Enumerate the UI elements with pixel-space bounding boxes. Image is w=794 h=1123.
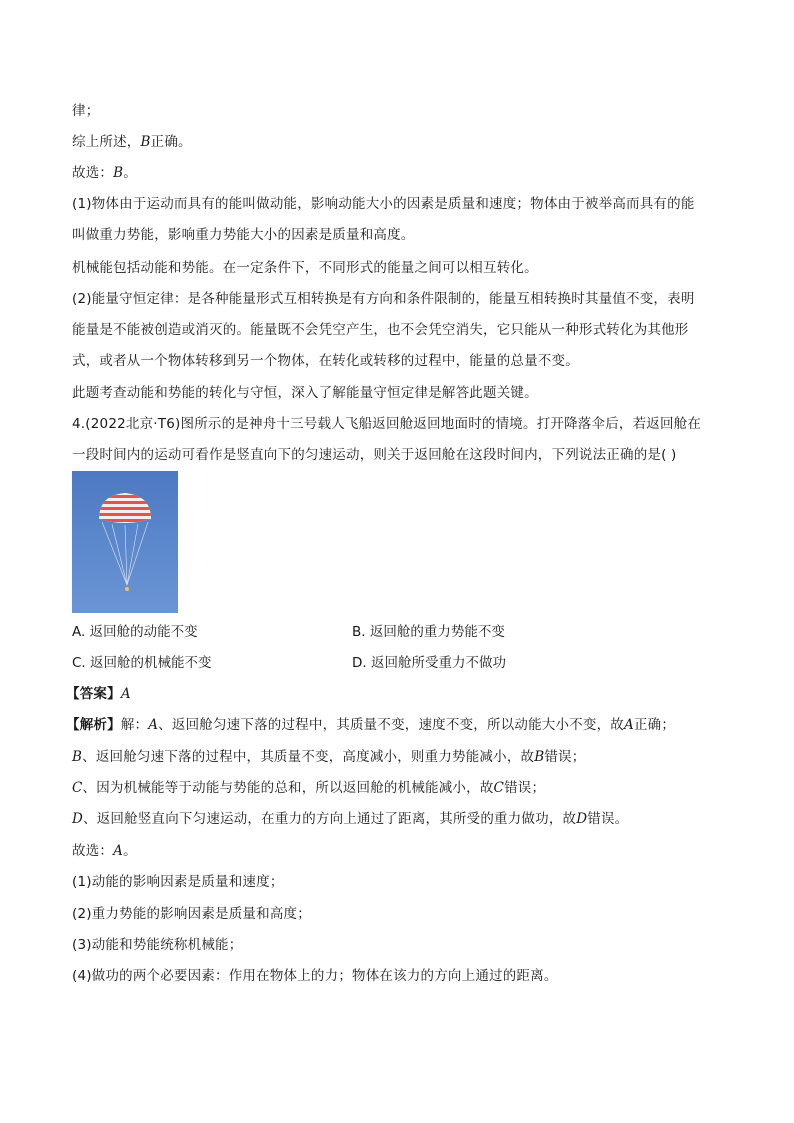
option-letter: D xyxy=(576,811,588,827)
text-span: 正确； xyxy=(633,717,676,733)
option-letter: B xyxy=(72,749,83,765)
text-span: 解： xyxy=(120,717,149,733)
analysis-line xyxy=(66,715,675,735)
answer-value: A xyxy=(120,686,131,702)
option-letter: C xyxy=(72,780,83,796)
option-letter: A xyxy=(148,717,159,733)
text-line: (2)能量守恒定律：是各种能量形式互相转换是有方向和条件限制的，能量互相转换时其量值不变，表明 xyxy=(72,291,695,307)
text-span: 故选： xyxy=(72,843,114,859)
text-span: 故选： xyxy=(72,165,114,181)
note-line: (4)做功的两个必要因素：作用在物体上的力；物体在该力的方向上通过的距离。 xyxy=(72,968,558,984)
text-span: 综上所述， xyxy=(72,134,141,150)
analysis-line xyxy=(72,778,545,798)
text-span: 、返回舱匀速下落的过程中，其质量不变，高度减小，则重力势能减小，故 xyxy=(82,749,535,765)
option-letter: A xyxy=(623,717,634,733)
note-line: (2)重力势能的影响因素是质量和高度； xyxy=(72,906,311,922)
text-line: 能量是不能被创造或消灭的。能量既不会凭空产生，也不会凭空消失，它只能从一种形式转化为其他形 xyxy=(72,322,689,338)
parachute-icon xyxy=(72,471,178,613)
text-span: 错误； xyxy=(504,780,546,796)
answer-label: 【答案】 xyxy=(66,686,121,702)
text-span: 、因为机械能等于动能与势能的总和，所以返回舱的机械能减小，故 xyxy=(82,780,494,796)
option-letter: B xyxy=(140,134,151,150)
parachute-photo xyxy=(72,471,178,613)
text-line: 叫做重力势能，影响重力势能大小的因素是质量和高度。 xyxy=(72,227,415,243)
text-span: 。 xyxy=(123,843,137,859)
analysis-label: 【解析】 xyxy=(66,717,121,733)
option-b[interactable]: B. 返回舱的重力势能不变 xyxy=(352,624,505,640)
text-line: (1)物体由于运动而具有的能叫做动能，影响动能大小的因素是质量和速度；物体由于被举高而具有的能 xyxy=(72,196,695,212)
answer-line xyxy=(66,684,131,704)
text-line: 式，或者从一个物体转移到另一个物体，在转化或转移的过程中，能量的总量不变。 xyxy=(72,353,579,369)
question-stem: 一段时间内的运动可看作是竖直向下的匀速运动，则关于返回舱在这段时间内，下列说法正确的是( ) xyxy=(72,447,677,463)
text-span: 正确。 xyxy=(150,134,192,150)
option-letter: B xyxy=(113,165,124,181)
question-stem: 4.(2022北京·T6)图所示的是神舟十三号载人飞船返回舱返回地面时的情境。打开降落伞后，若返回舱在 xyxy=(72,416,702,432)
text-span: 错误； xyxy=(544,749,586,765)
note-line: (3)动能和势能统称机械能； xyxy=(72,937,243,953)
text-span: 。 xyxy=(123,165,137,181)
option-letter: C xyxy=(493,780,505,796)
text-span: 、返回舱匀速下落的过程中，其质量不变，速度不变，所以动能大小不变，故 xyxy=(158,717,624,733)
text-line: 机械能包括动能和势能。在一定条件下，不同形式的能量之间可以相互转化。 xyxy=(72,260,538,276)
option-letter: A xyxy=(113,843,124,859)
option-letter: B xyxy=(534,749,545,765)
text-line xyxy=(72,132,192,152)
selection-line xyxy=(72,841,137,861)
note-line: (1)动能的影响因素是质量和速度； xyxy=(72,874,284,890)
text-line xyxy=(72,163,137,183)
option-d[interactable]: D. 返回舱所受重力不做功 xyxy=(352,655,506,671)
text-line: 此题考查动能和势能的转化与守恒，深入了解能量守恒定律是解答此题关键。 xyxy=(72,385,538,401)
text-span: 错误。 xyxy=(587,811,629,827)
option-c[interactable]: C. 返回舱的机械能不变 xyxy=(72,655,212,671)
analysis-line xyxy=(72,747,585,767)
option-letter: D xyxy=(72,811,84,827)
analysis-line xyxy=(72,809,628,829)
option-a[interactable]: A. 返回舱的动能不变 xyxy=(72,624,198,640)
text-span: 、返回舱竖直向下匀速运动，在重力的方向上通过了距离，其所受的重力做功，故 xyxy=(83,811,577,827)
text-line: 律； xyxy=(72,103,100,119)
